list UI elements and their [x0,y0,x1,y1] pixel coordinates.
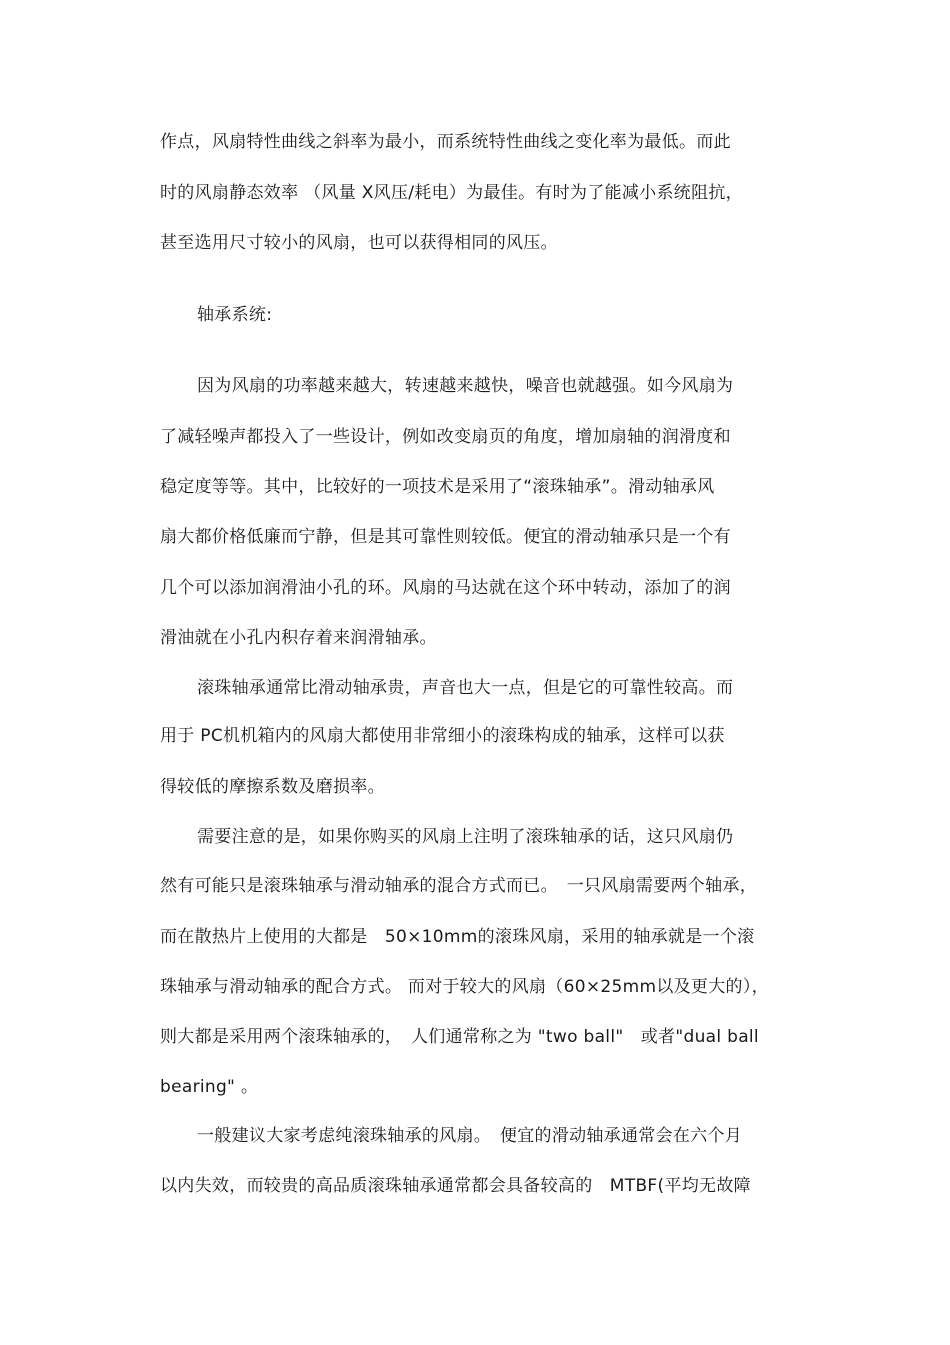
text-line: 作点，风扇特性曲线之斜率为最小，而系统特性曲线之变化率为最低。而此 [160,132,731,152]
text-line: 则大都是采用两个滚珠轴承的， 人们通常称之为 "two ball" 或者"dual ball [160,1027,759,1047]
text-line: 以内失效，而较贵的高品质滚珠轴承通常都会具备较高的 MTBF(平均无故障 [160,1176,751,1196]
text-line: 几个可以添加润滑油小孔的环。风扇的马达就在这个环中转动，添加了的润 [160,578,731,598]
text-line: bearing" 。 [160,1077,259,1097]
text-line: 而在散热片上使用的大都是 50×10mm的滚珠风扇，采用的轴承就是一个滚 [160,927,755,947]
text-line: 时的风扇静态效率 （风量 X风压/耗电）为最佳。有时为了能减小系统阻抗， [160,183,743,203]
text-line: 需要注意的是，如果你购买的风扇上注明了滚珠轴承的话，这只风扇仍 [197,827,734,847]
text-line: 稳定度等等。其中，比较好的一项技术是采用了“滚珠轴承”。滑动轴承风 [160,477,715,497]
text-line: 了减轻噪声都投入了一些设计，例如改变扇页的角度，增加扇轴的润滑度和 [160,427,731,447]
text-line: 珠轴承与滑动轴承的配合方式。 而对于较大的风扇（60×25mm以及更大的）， [160,977,769,997]
text-line: 用于 PC机机箱内的风扇大都使用非常细小的滚珠构成的轴承，这样可以获 [160,726,725,746]
text-line: 滑油就在小孔内积存着来润滑轴承。 [160,628,437,648]
text-line: 扇大都价格低廉而宁静，但是其可靠性则较低。便宜的滑动轴承只是一个有 [160,527,731,547]
text-line: 甚至选用尺寸较小的风扇，也可以获得相同的风压。 [160,233,558,253]
text-line: 一般建议大家考虑纯滚珠轴承的风扇。 便宜的滑动轴承通常会在六个月 [197,1126,743,1146]
text-line: 得较低的摩擦系数及磨损率。 [160,777,385,797]
section-heading: 轴承系统: [197,305,273,325]
text-line: 滚珠轴承通常比滑动轴承贵，声音也大一点，但是它的可靠性较高。而 [197,678,734,698]
text-line: 然有可能只是滚珠轴承与滑动轴承的混合方式而已。 一只风扇需要两个轴承， [160,876,757,896]
text-line: 因为风扇的功率越来越大，转速越来越快，噪音也就越强。如今风扇为 [197,376,734,396]
